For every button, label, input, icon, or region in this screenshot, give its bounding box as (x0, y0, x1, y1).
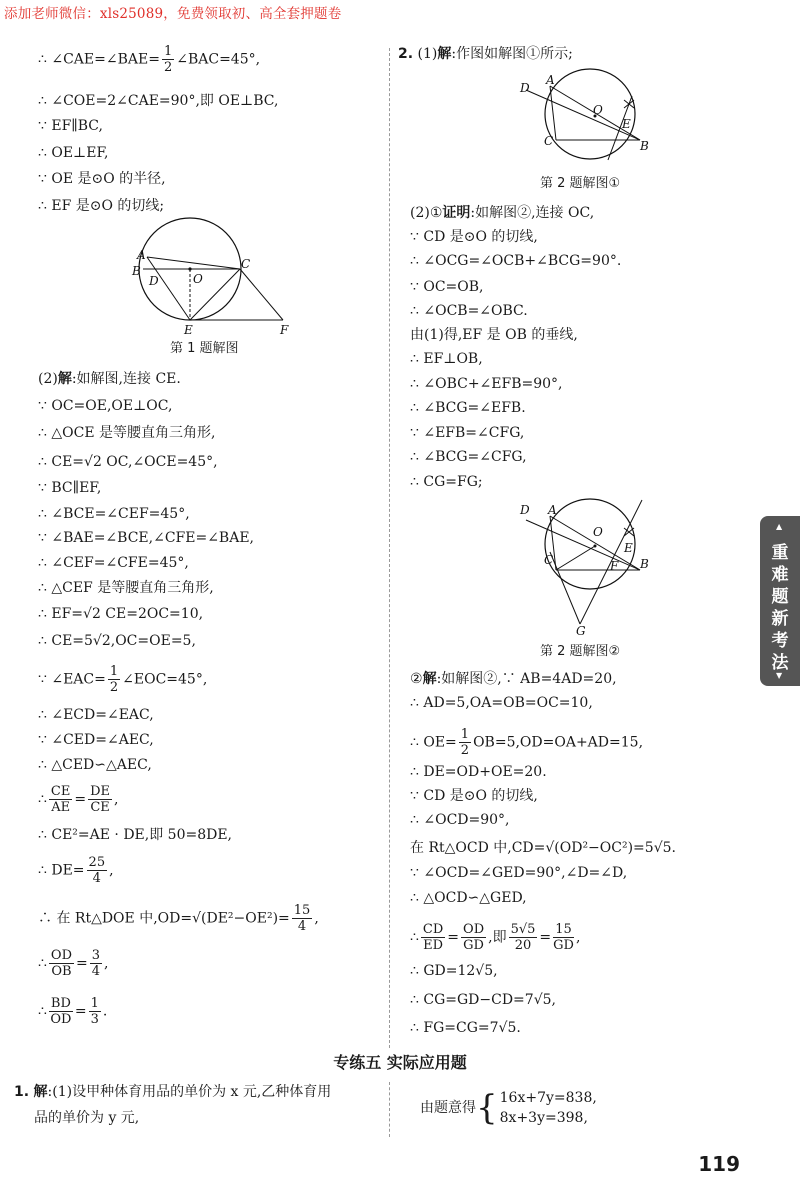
right-r6: ∴ EF⊥OB, (410, 351, 483, 367)
fraction (49, 784, 72, 815)
fraction (553, 922, 574, 953)
denominator: CE (90, 800, 110, 815)
numerator: 1 (90, 996, 99, 1011)
label-B: B (132, 264, 141, 278)
text: = (539, 929, 552, 946)
right-r11: ∴ CG=FG; (410, 474, 483, 490)
proof-label: 证明 (442, 205, 471, 221)
text: ∵ ∠EAC= (38, 671, 106, 688)
text: ∴ 在 Rt△DOE 中,OD=√(DE²−OE²)= (38, 910, 290, 927)
left-m14: ∴ △CED∽△AEC, (38, 757, 152, 773)
text: ∴ ∠CAE=∠BAE= (38, 51, 160, 68)
left-m1: ∵ OC=OE,OE⊥OC, (38, 398, 173, 414)
right-r8: ∴ ∠BCG=∠EFB. (410, 400, 526, 416)
numerator: CE (50, 784, 71, 799)
numerator: 15 (293, 903, 311, 918)
text: = (74, 791, 87, 808)
fraction (49, 996, 73, 1027)
numerator: OD (50, 948, 73, 963)
numerator: 3 (91, 948, 101, 963)
equation-2: 8x+3y=398, (499, 1110, 588, 1126)
right-r9: ∵ ∠EFB=∠CFG, (410, 425, 525, 441)
right-s12: ∴ FG=CG=7√5. (410, 1020, 521, 1036)
text: ∴ (38, 955, 47, 972)
left-m15 (38, 784, 118, 815)
left-m8: ∴ △CEF 是等腰直角三角形, (38, 580, 214, 596)
numerator: 25 (88, 855, 106, 870)
label-D: D (520, 81, 530, 95)
right-s5: ∴ ∠OCD=90°, (410, 812, 510, 828)
text: = (74, 1003, 87, 1020)
label-D: D (149, 274, 159, 288)
left-m3: ∴ CE=√2 OC,∠OCE=45°, (38, 454, 218, 470)
bottom-q1-line1 (14, 1082, 331, 1102)
label-F: F (610, 559, 619, 573)
fig2a-caption: 第 2 题解图① (540, 176, 621, 191)
left-line-4: ∴ OE⊥EF, (38, 145, 109, 161)
right-r2: ∴ ∠OCG=∠OCB+∠BCG=90°. (410, 253, 622, 269)
left-m9: ∴ EF=√2 CE=2OC=10, (38, 606, 204, 622)
right-s0 (410, 669, 617, 689)
text: , (575, 929, 581, 946)
denominator: ED (423, 938, 444, 953)
left-m12: ∴ ∠ECD=∠EAC, (38, 707, 154, 723)
fraction (87, 855, 108, 886)
text: ② (410, 671, 423, 687)
question-number: 1. (14, 1084, 30, 1100)
numerator: 15 (553, 922, 574, 938)
text: ∴ (38, 791, 47, 808)
right-s9 (410, 922, 580, 953)
text: ∠EOC=45°, (122, 671, 208, 688)
text: OB=5,OD=OA+AD=15, (473, 734, 644, 751)
text: , (104, 955, 109, 972)
denominator: 2 (460, 743, 470, 758)
fraction (89, 996, 101, 1027)
numerator: DE (90, 784, 111, 799)
right-s2 (410, 727, 643, 758)
figure-2a (512, 68, 662, 173)
right-s7: ∵ ∠OCD=∠GED=90°,∠D=∠D, (410, 865, 628, 881)
text: , (109, 862, 114, 879)
text: ∠BAC=45°, (176, 51, 261, 68)
label-O: O (193, 272, 203, 286)
left-m5: ∴ ∠BCE=∠CEF=45°, (38, 506, 190, 522)
text: ∴ OE= (410, 734, 457, 751)
right-r1: ∵ CD 是⊙O 的切线, (410, 229, 538, 245)
text: (2) (38, 371, 58, 387)
label-G: G (576, 624, 586, 636)
numerator: OD (463, 922, 485, 937)
text: , (114, 791, 119, 808)
fraction (90, 948, 102, 979)
fraction (509, 922, 538, 953)
right-s6: 在 Rt△OCD 中,CD=√(OD²−OC²)=5√5. (410, 840, 676, 856)
equation-system (420, 1088, 597, 1128)
label-A: A (137, 248, 146, 262)
denominator: 2 (163, 60, 173, 75)
right-r10: ∴ ∠BCG=∠CFG, (410, 449, 527, 465)
system-lines (500, 1088, 597, 1128)
denominator: GD (463, 938, 484, 953)
text: = (447, 929, 460, 946)
left-line-5: ∵ OE 是⊙O 的半径, (38, 171, 166, 187)
triangle-down-icon: ▼ (776, 671, 783, 680)
left-m7: ∴ ∠CEF=∠CFE=45°, (38, 555, 189, 571)
jie-label: 解 (437, 46, 452, 62)
numerator: BD (50, 996, 71, 1011)
label-E: E (622, 117, 631, 131)
left-m2: ∴ △OCE 是等腰直角三角形, (38, 425, 216, 441)
label-C: C (241, 257, 251, 271)
fig2b-caption: 第 2 题解图② (540, 644, 621, 659)
page-number: 119 (698, 1152, 740, 1176)
denominator: 2 (109, 680, 119, 695)
side-tab-label: 重难题新考法 (771, 543, 789, 673)
left-m10: ∴ CE=5√2,OC=OE=5, (38, 633, 196, 649)
label-C: C (544, 134, 554, 148)
text: = (76, 955, 88, 972)
fraction (461, 922, 486, 953)
numerator: 1 (163, 44, 173, 59)
fraction (88, 784, 112, 815)
jie-label: 解 (57, 371, 72, 387)
text: , (314, 910, 319, 927)
denominator: OB (51, 964, 72, 979)
right-part2-head (410, 203, 594, 223)
right-r7: ∴ ∠OBC+∠EFB=90°, (410, 376, 563, 392)
text: 由题意得 (420, 1100, 476, 1116)
column-divider-bottom (389, 1082, 390, 1137)
figure-1 (125, 215, 295, 340)
denominator: 20 (514, 938, 532, 953)
fraction (292, 903, 313, 934)
label-D: D (520, 503, 530, 517)
watermark: 添加老师微信：xls25089，免费领取初、高全套押题卷 (4, 6, 342, 22)
text: :如解图②,∵ AB=4AD=20, (436, 671, 617, 687)
equation-1: 16x+7y=838, (499, 1090, 597, 1106)
denominator: 4 (297, 919, 307, 934)
right-s10: ∴ GD=12√5, (410, 963, 498, 979)
side-tab (760, 516, 800, 686)
numerator: 5√5 (510, 922, 536, 937)
left-m16: ∴ CE²=AE · DE,即 50=8DE, (38, 827, 233, 843)
figure-2b (512, 496, 662, 636)
text: :(1)设甲种体育用品的单价为 x 元,乙种体育用 (47, 1084, 332, 1100)
left-m18 (38, 903, 319, 934)
text: . (102, 1003, 108, 1020)
jie-label: 解 (422, 671, 437, 687)
column-divider (389, 48, 390, 1048)
triangle-up-icon: ▲ (776, 522, 783, 531)
label-A: A (546, 73, 555, 87)
left-line-3: ∵ EF∥BC, (38, 118, 103, 134)
label-A: A (548, 503, 557, 517)
fraction (459, 727, 471, 758)
text: ∴ DE= (38, 862, 85, 879)
text: ∴ (410, 929, 419, 946)
numerator: CD (422, 922, 444, 937)
right-s4: ∵ CD 是⊙O 的切线, (410, 788, 538, 804)
right-s11: ∴ CG=GD−CD=7√5, (410, 992, 556, 1008)
label-B: B (640, 139, 649, 153)
text: (2)① (410, 205, 443, 221)
left-m13: ∵ ∠CED=∠AEC, (38, 732, 154, 748)
text: ∴ (38, 1003, 47, 1020)
right-q2-head (398, 44, 573, 64)
fraction (162, 44, 174, 75)
label-O: O (593, 103, 603, 117)
label-F: F (280, 323, 289, 337)
denominator: 4 (92, 871, 101, 886)
label-C: C (544, 553, 554, 567)
text: :作图如解图①所示; (451, 46, 573, 62)
left-line-2: ∴ ∠COE=2∠CAE=90°,即 OE⊥BC, (38, 93, 279, 109)
left-m6: ∵ ∠BAE=∠BCE,∠CFE=∠BAE, (38, 530, 255, 546)
jie-label: 解 (33, 1084, 48, 1100)
question-number: 2. (398, 46, 414, 62)
left-m4: ∵ BC∥EF, (38, 480, 102, 496)
label-B: B (640, 557, 649, 571)
right-s3: ∴ DE=OD+OE=20. (410, 764, 547, 780)
numerator: 1 (109, 664, 119, 679)
text: :如解图②,连接 OC, (470, 205, 595, 221)
right-r4: ∴ ∠OCB=∠OBC. (410, 303, 528, 319)
left-line-1 (38, 44, 260, 75)
fraction (49, 948, 74, 979)
denominator: 4 (91, 964, 101, 979)
denominator: 3 (90, 1012, 99, 1027)
label-O: O (593, 525, 603, 539)
right-r3: ∵ OC=OB, (410, 279, 484, 295)
left-part2-head (38, 369, 181, 389)
fraction (421, 922, 445, 953)
denominator: AE (51, 800, 71, 815)
label-E: E (624, 541, 633, 555)
left-line-6: ∴ EF 是⊙O 的切线; (38, 198, 165, 214)
fraction (108, 664, 120, 695)
bottom-q1-line2: 品的单价为 y 元, (34, 1110, 140, 1126)
numerator: 1 (460, 727, 470, 742)
left-m19 (38, 948, 108, 979)
text: :如解图,连接 CE. (71, 371, 181, 387)
left-m17 (38, 855, 114, 886)
text: (1) (417, 46, 438, 62)
label-E: E (184, 323, 193, 337)
right-r5: 由(1)得,EF 是 OB 的垂线, (410, 327, 578, 343)
denominator: OD (50, 1012, 72, 1027)
section-title: 专练五 实际应用题 (333, 1053, 467, 1072)
right-s8: ∴ △OCD∽△GED, (410, 890, 527, 906)
denominator: GD (553, 938, 574, 953)
fig1-caption: 第 1 题解图 (170, 341, 239, 356)
left-m20 (38, 996, 107, 1027)
right-s1: ∴ AD=5,OA=OB=OC=10, (410, 695, 593, 711)
text: ,即 (488, 929, 507, 946)
left-m11 (38, 664, 207, 695)
brace: { (476, 1088, 498, 1128)
